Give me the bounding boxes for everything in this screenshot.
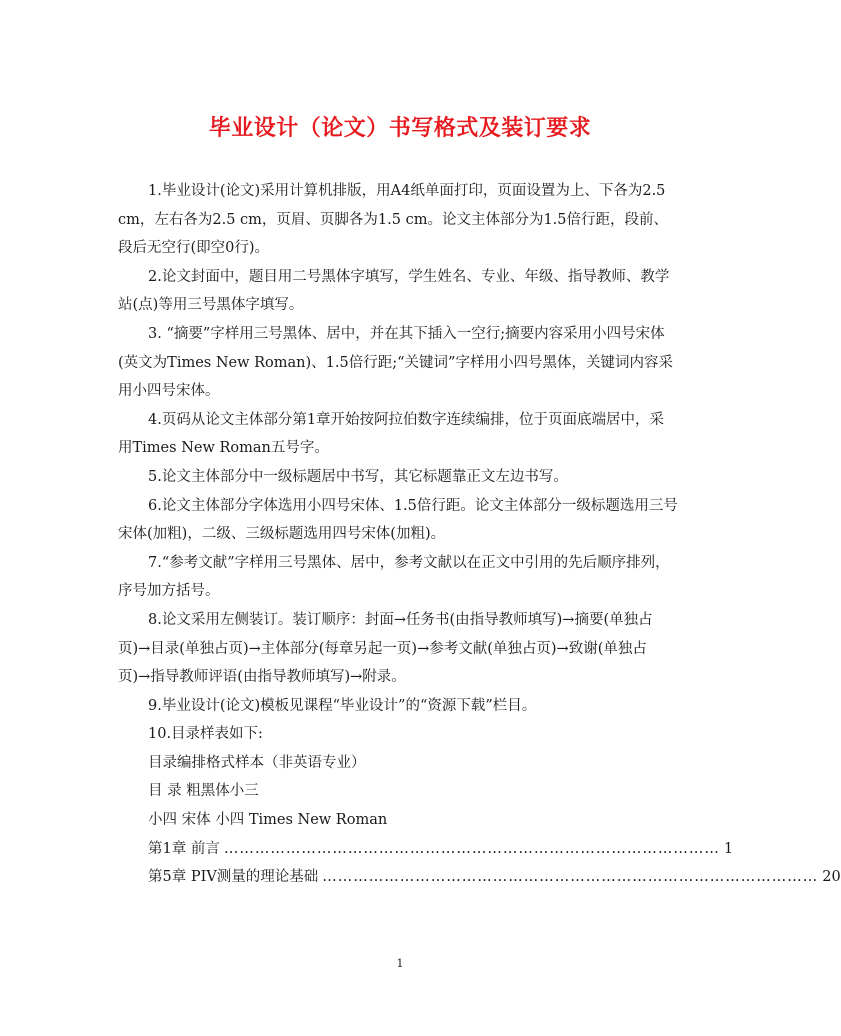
toc-entry: [118, 835, 734, 864]
paragraph-1: 1.毕业设计(论文)采用计算机排版，用A4纸单面打印，页面设置为上、下各为2.5 cm，左右各为2.5 cm，页眉、页脚各为1.5 cm。论文主体部分为1.5倍行距，段前、段后无空行(即空0行)。: [118, 183, 669, 257]
paragraph-7: 7.“参考文献”字样用三号黑体、居中，参考文献以在正文中引用的先后顺序排列，序号加方括号。: [118, 554, 670, 600]
page-number: 1: [396, 957, 404, 970]
toc-font-note: 小四 宋体 小四 Times New Roman: [148, 812, 388, 829]
toc-heading-note: 目 录 粗黑体小三: [148, 783, 259, 800]
paragraph-8: 8.论文采用左侧装订。装订顺序：封面→任务书(由指导教师填写)→摘要(单独占页)→目录(单独占页)→主体部分(每章另起一页)→参考文献(单独占页)→致谢(单独占页)→指导教师评语(由指导教师填写)→附录。: [118, 611, 653, 686]
toc-entry: [118, 863, 841, 892]
toc-sample-caption: 目录编排格式样本（非英语专业）: [148, 754, 366, 771]
paragraph-5: 5.论文主体部分中一级标题居中书写，其它标题靠正文左边书写。: [148, 468, 568, 485]
paragraph-4: 4.页码从论文主体部分第1章开始按阿拉伯数字连续编排，位于页面底端居中，采用Times New Roman五号字。: [118, 411, 665, 457]
toc-entry-page: 20: [822, 869, 841, 886]
paragraph-6: 6.论文主体部分字体选用小四号宋体、1.5倍行距。论文主体部分一级标题选用三号宋体(加粗)，二级、三级标题选用四号宋体(加粗)。: [118, 497, 678, 543]
toc-leader-dots: ……………………………………………………………………………………: [322, 869, 819, 886]
toc-intro-line: 10.目录样表如下:: [148, 726, 263, 743]
paragraph-2: 2.论文封面中，题目用二号黑体字填写，学生姓名、专业、年级、指导教师、教学站(点)等用三号黑体字填写。: [118, 268, 670, 314]
paragraph-9: 9.毕业设计(论文)模板见课程“毕业设计”的“资源下载”栏目。: [148, 697, 537, 714]
toc-entry-label: 第1章 前言: [148, 840, 220, 857]
paragraph-3: 3. “摘要”字样用三号黑体、居中，并在其下插入一空行;摘要内容采用小四号宋体(英文为Times New Roman)、1.5倍行距;“关键词”字样用小四号黑体，关键词内容采用小四号宋体。: [118, 325, 673, 400]
toc-entry-page: 1: [723, 840, 734, 857]
toc-entry-label: 第5章 PIV测量的理论基础: [148, 869, 319, 886]
document-title: 毕业设计（论文）书写格式及装订要求: [208, 116, 592, 141]
document-body: [118, 177, 841, 892]
toc-leader-dots: ……………………………………………………………………………………: [223, 840, 720, 857]
